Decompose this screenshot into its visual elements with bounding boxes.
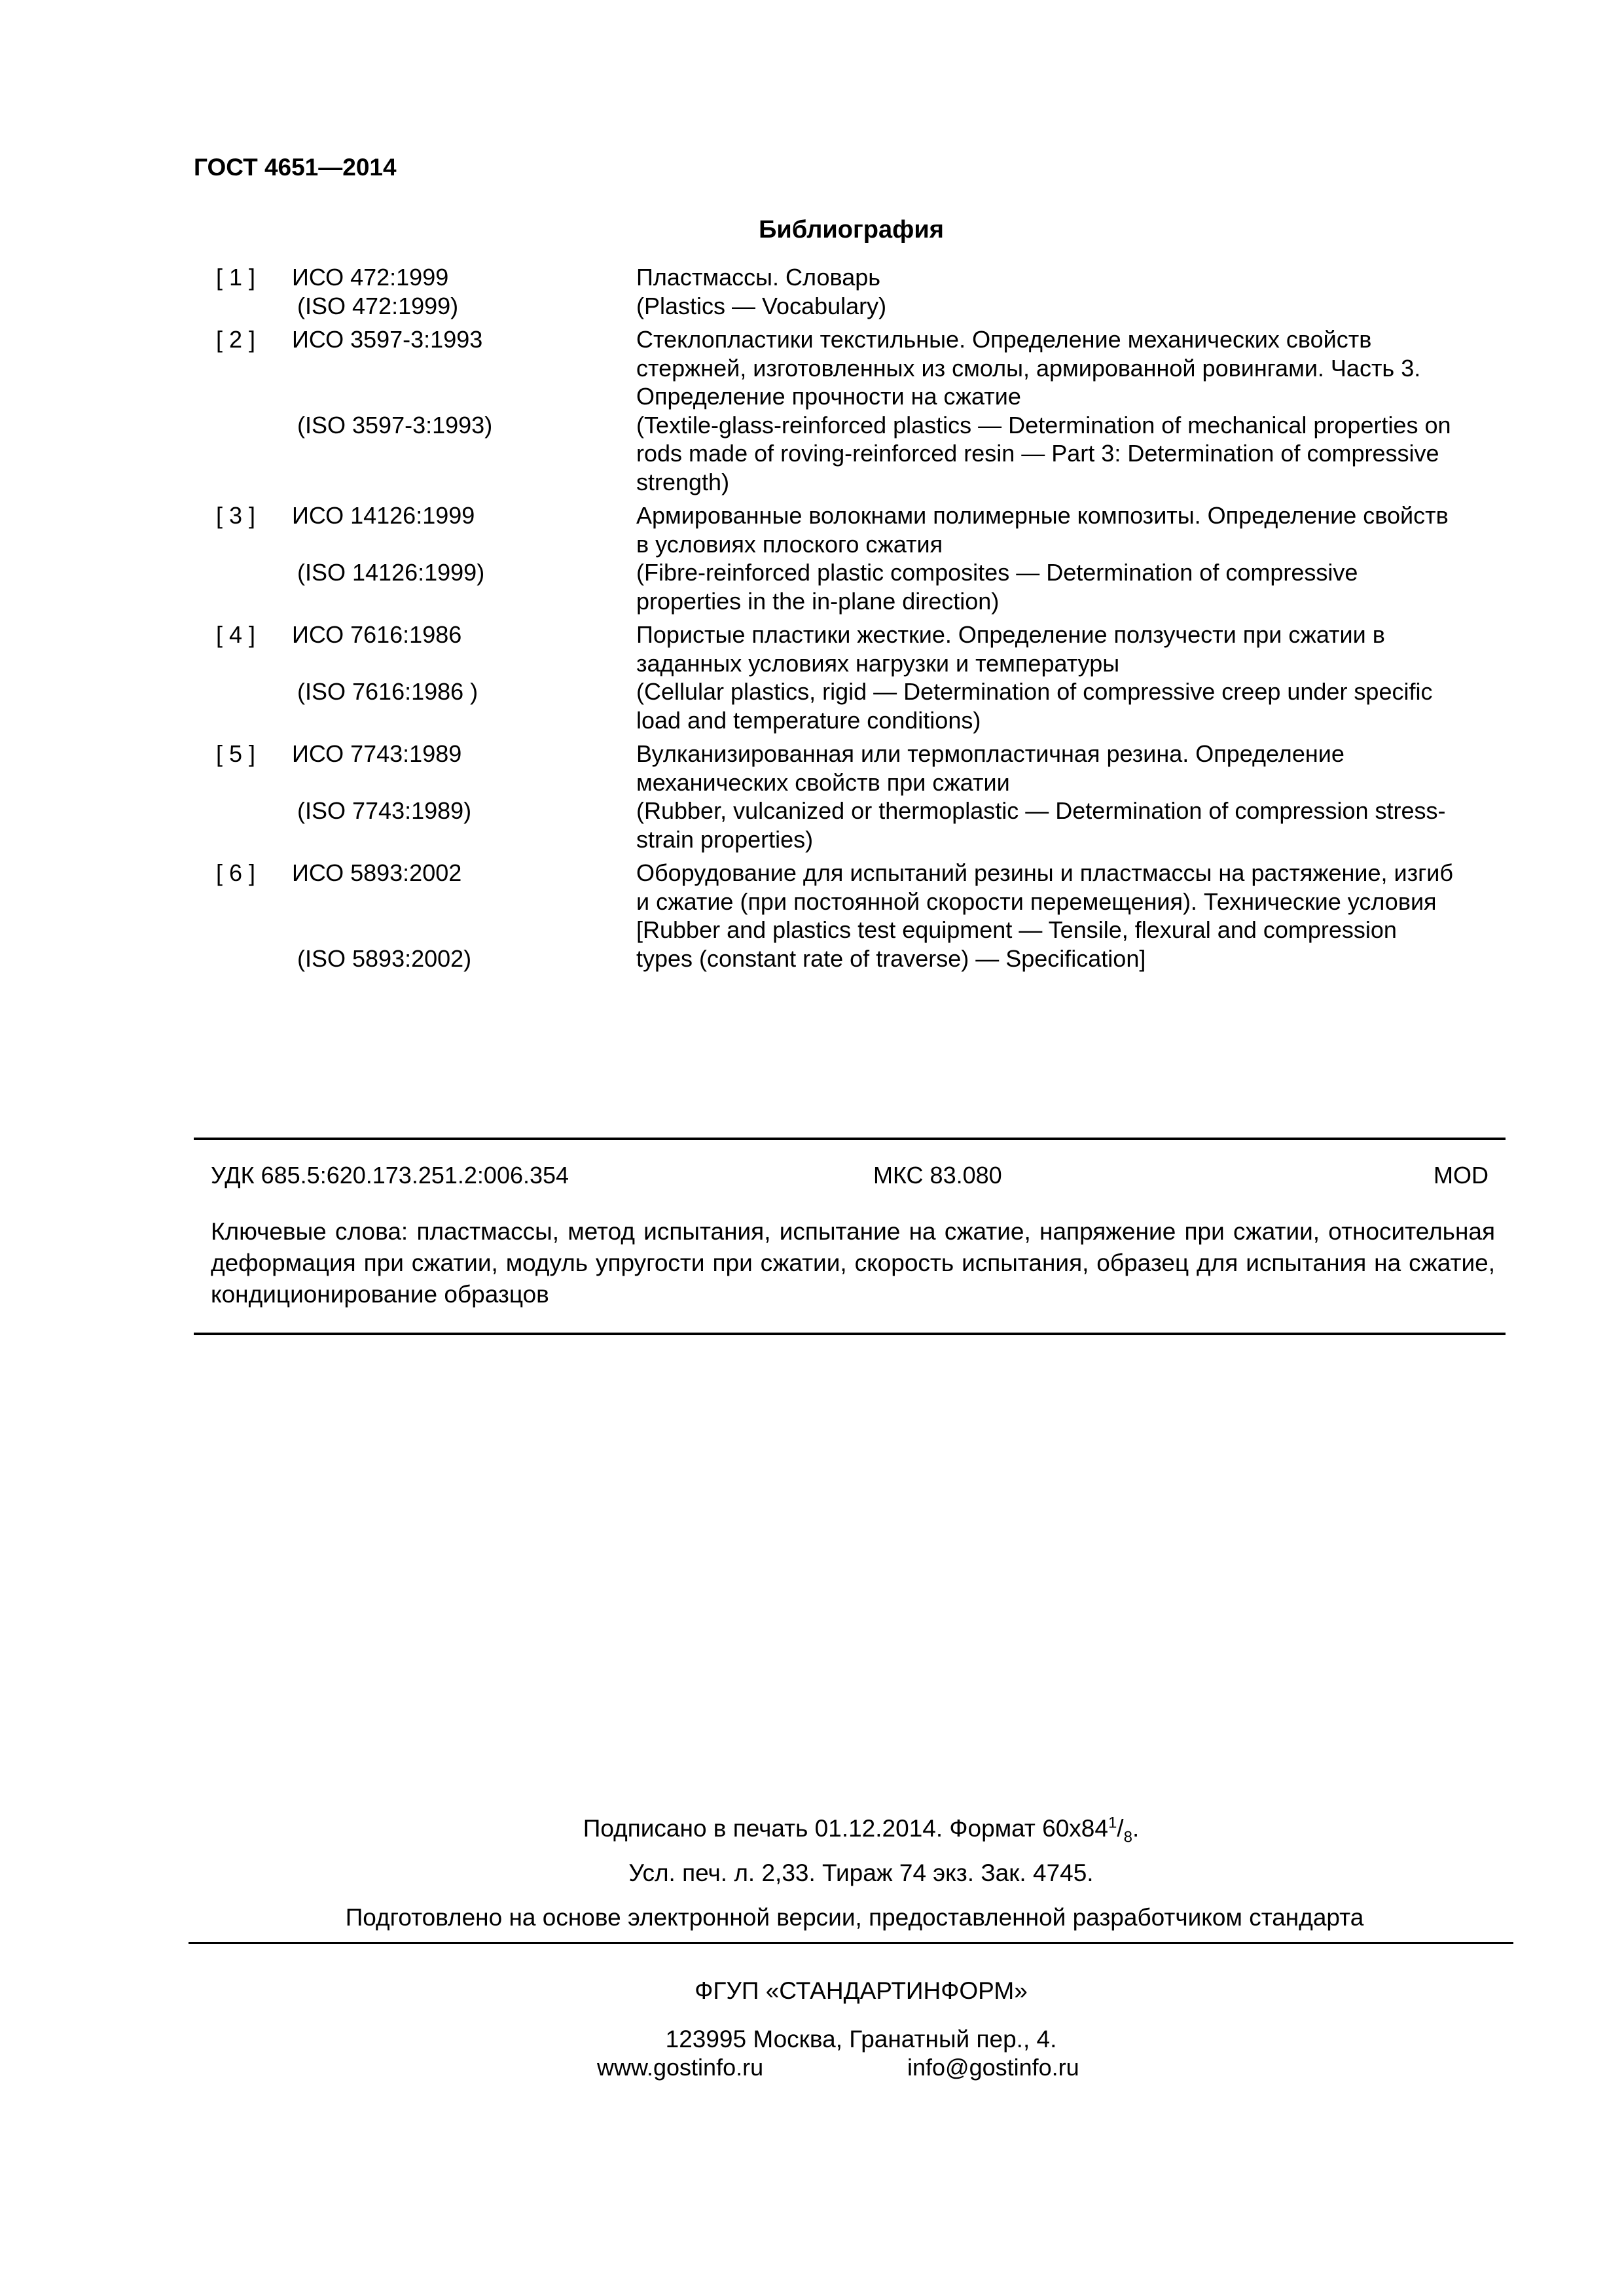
publisher-address: 123995 Москва, Гранатный пер., 4.	[665, 2026, 1057, 2053]
entry-desc-en-line: strength)	[636, 468, 730, 495]
signed-text: Подписано в печать 01.12.2014. Формат 60x84	[583, 1815, 1108, 1842]
entry-desc-en-line: (Fibre-reinforced plastic composites — Determination of compressive	[636, 559, 1358, 586]
entry-desc-ru-line: Оборудование для испытаний резины и пластмассы на растяжение, изгиб	[636, 859, 1453, 886]
entry-desc-en-line: types (constant rate of traverse) — Specification]	[636, 944, 1146, 972]
entry-number: [ 1 ]	[216, 264, 256, 291]
entry-desc-ru-line: Определение прочности на сжатие	[636, 383, 1021, 410]
entry-code-ru: ИСО 14126:1999	[292, 502, 475, 529]
entry-desc-ru-line: в условиях плоского сжатия	[636, 530, 943, 558]
entry-code-ru: ИСО 7616:1986	[292, 621, 462, 648]
keywords: Ключевые слова: пластмассы, метод испытания, испытание на сжатие, напряжение при сжатии, относительная деформация при сжатии, модуль упругости при сжатии, скорость испытания, образец для испытания на сжатие, кондиционирование образцов	[211, 1218, 1495, 1308]
entry-number: [ 5 ]	[216, 740, 256, 767]
entry-desc-en-line: (Plastics — Vocabulary)	[636, 292, 887, 319]
imprint-divider	[189, 1942, 1513, 1944]
entry-code-en: (ISO 5893:2002)	[297, 944, 472, 972]
entry-desc-en-line: rods made of roving-reinforced resin — Part 3: Determination of compressive	[636, 440, 1439, 467]
entry-desc-ru-line: механических свойств при сжатии	[636, 768, 1010, 796]
website-link[interactable]: www.gostinfo.ru	[597, 2054, 764, 2081]
entry-number: [ 2 ]	[216, 326, 256, 353]
top-divider	[194, 1138, 1506, 1140]
entry-desc-ru-line: Стеклопластики текстильные. Определение механических свойств	[636, 326, 1372, 353]
entry-code-ru: ИСО 7743:1989	[292, 740, 462, 767]
document-id: ГОСТ 4651—2014	[194, 154, 397, 181]
mod-label: MOD	[1434, 1162, 1489, 1189]
entry-desc-en-line: (Cellular plastics, rigid — Determination of compressive creep under specific	[636, 678, 1433, 705]
entry-code-ru: ИСО 472:1999	[292, 264, 449, 291]
entry-desc-ru-line: Пластмассы. Словарь	[636, 264, 880, 291]
bibliography-title: Библиография	[759, 216, 944, 243]
entry-code-en: (ISO 3597-3:1993)	[297, 411, 493, 439]
entry-code-en: (ISO 472:1999)	[297, 292, 459, 319]
bottom-divider	[194, 1333, 1506, 1335]
mks-code: МКС 83.080	[873, 1162, 1002, 1189]
entry-number: [ 6 ]	[216, 859, 256, 886]
entry-desc-ru-line: Армированные волокнами полимерные композиты. Определение свойств	[636, 502, 1449, 529]
entry-code-en: (ISO 7616:1986 )	[297, 678, 478, 705]
entry-desc-en-line: properties in the in-plane direction)	[636, 587, 1000, 615]
signed-line	[0, 1814, 1624, 1846]
entry-code-en: (ISO 14126:1999)	[297, 559, 485, 586]
entry-desc-en-line: strain properties)	[636, 825, 814, 853]
entry-desc-ru-line: стержней, изготовленных из смолы, армированной ровингами. Часть 3.	[636, 354, 1421, 382]
publisher-name: ФГУП «СТАНДАРТИНФОРМ»	[695, 1977, 1028, 2004]
format-slash: /	[1117, 1815, 1124, 1842]
entry-code-ru: ИСО 3597-3:1993	[292, 326, 483, 353]
email-link[interactable]: info@gostinfo.ru	[907, 2054, 1079, 2081]
format-sup: 1	[1108, 1814, 1117, 1832]
entry-desc-ru-line: Вулканизированная или термопластичная резина. Определение	[636, 740, 1344, 767]
entry-desc-en-line: (Textile-glass-reinforced plastics — Determination of mechanical properties on	[636, 411, 1451, 439]
entry-desc-en-line: (Rubber, vulcanized or thermoplastic — Determination of compression stress-	[636, 797, 1446, 824]
entry-desc-ru-line: заданных условиях нагрузки и температуры	[636, 649, 1120, 677]
entry-code-en: (ISO 7743:1989)	[297, 797, 472, 824]
format-end: .	[1132, 1815, 1140, 1842]
print-info: Усл. печ. л. 2,33. Тираж 74 экз. Зак. 4745.	[628, 1859, 1094, 1886]
udk-code: УДК 685.5:620.173.251.2:006.354	[211, 1162, 569, 1189]
entry-desc-en-line: [Rubber and plastics test equipment — Tensile, flexural and compression	[636, 916, 1397, 943]
entry-desc-ru-line: и сжатие (при постоянной скорости перемещения). Технические условия	[636, 888, 1437, 915]
entry-number: [ 3 ]	[216, 502, 256, 529]
entry-code-ru: ИСО 5893:2002	[292, 859, 462, 886]
entry-desc-ru-line: Пористые пластики жесткие. Определение ползучести при сжатии в	[636, 621, 1385, 648]
entry-desc-en-line: load and temperature conditions)	[636, 706, 981, 734]
format-sub: 8	[1123, 1828, 1132, 1846]
entry-number: [ 4 ]	[216, 621, 256, 648]
prepared-note: Подготовлено на основе электронной версии, предоставленной разработчиком стандарта	[345, 1904, 1364, 1931]
